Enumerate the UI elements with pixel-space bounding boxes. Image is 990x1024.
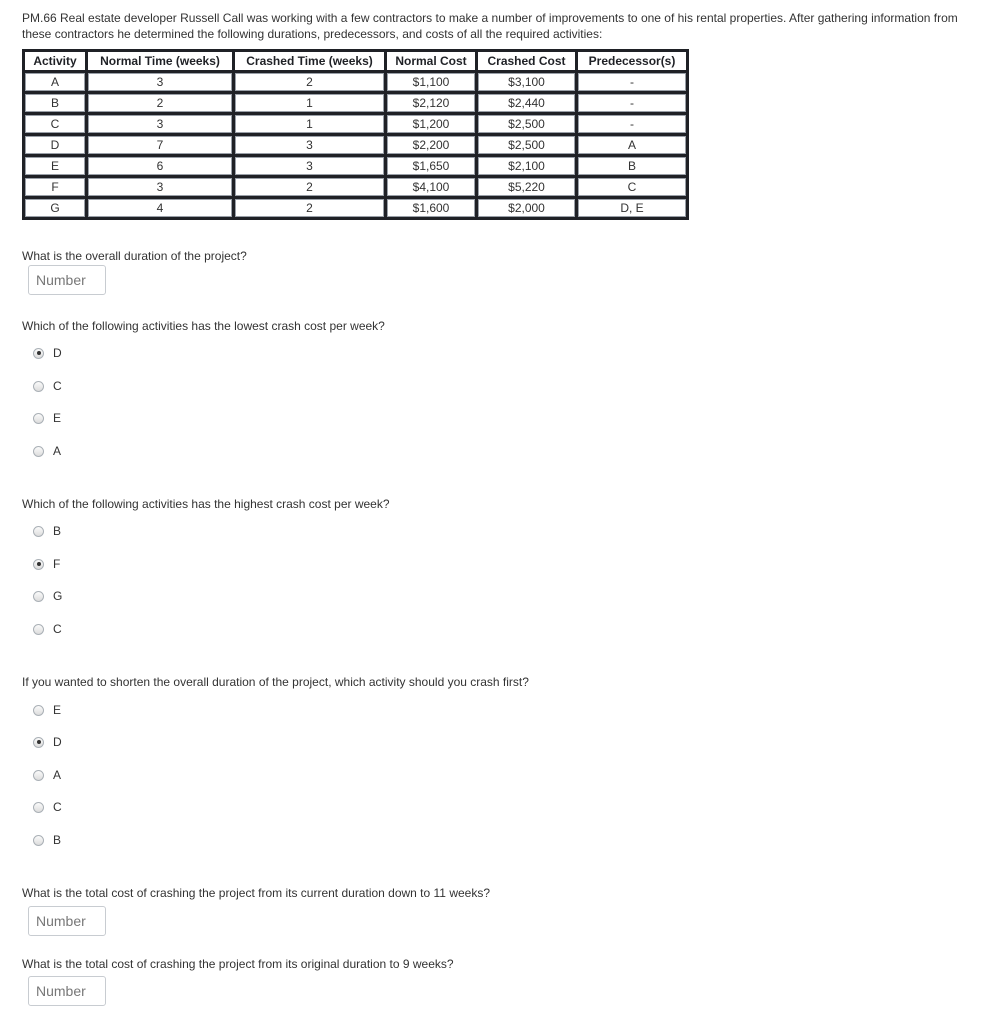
option-label: C: [53, 800, 62, 814]
question-1-text: What is the overall duration of the project?: [22, 249, 247, 263]
table-cell: $2,200: [387, 136, 475, 154]
col-header-activity: Activity: [25, 52, 85, 70]
table-cell: $2,000: [478, 199, 575, 217]
q2-option-a[interactable]: [33, 444, 61, 458]
table-row: [25, 94, 686, 112]
table-cell: A: [25, 73, 85, 91]
table-row: [25, 115, 686, 133]
q4-option-e[interactable]: [33, 703, 61, 717]
table-cell: 1: [235, 94, 384, 112]
table-cell: $2,440: [478, 94, 575, 112]
project-duration-input[interactable]: [28, 265, 106, 295]
q4-option-a[interactable]: [33, 768, 61, 782]
table-row: [25, 136, 686, 154]
crash-cost-11-weeks-input[interactable]: [28, 906, 106, 936]
table-cell: E: [25, 157, 85, 175]
q4-option-d[interactable]: [33, 735, 62, 749]
table-cell: -: [578, 73, 686, 91]
radio-button[interactable]: [33, 381, 44, 392]
question-2-text: Which of the following activities has the lowest crash cost per week?: [22, 319, 385, 333]
table-row: [25, 199, 686, 217]
problem-intro: PM.66 Real estate developer Russell Call was working with a few contractors to make a number of improvements to one of his rental properties. After gathering information from these contractors he determined the following durations, predecessors, and costs of all the required activities:: [22, 11, 958, 41]
table-cell: $1,650: [387, 157, 475, 175]
radio-button[interactable]: [33, 559, 44, 570]
table-cell: $4,100: [387, 178, 475, 196]
col-header-predecessors: Predecessor(s): [578, 52, 686, 70]
table-cell: C: [25, 115, 85, 133]
option-label: A: [53, 444, 62, 458]
q4-option-c[interactable]: [33, 800, 62, 814]
radio-button[interactable]: [33, 591, 44, 602]
col-header-crashed-cost: Crashed Cost: [478, 52, 575, 70]
table-cell: 2: [88, 94, 232, 112]
table-cell: 3: [235, 157, 384, 175]
option-label: B: [53, 524, 62, 538]
table-cell: G: [25, 199, 85, 217]
q4-option-b[interactable]: [33, 833, 61, 847]
col-header-crashed-time: Crashed Time (weeks): [235, 52, 384, 70]
q3-option-f[interactable]: [33, 557, 60, 571]
table-cell: 2: [235, 73, 384, 91]
option-label: C: [53, 379, 62, 393]
table-cell: 1: [235, 115, 384, 133]
table-cell: 2: [235, 178, 384, 196]
col-header-normal-cost: Normal Cost: [387, 52, 475, 70]
option-label: E: [53, 411, 62, 425]
table-cell: -: [578, 94, 686, 112]
table-cell: 7: [88, 136, 232, 154]
option-label: C: [53, 622, 62, 636]
option-label: G: [53, 589, 63, 603]
radio-button[interactable]: [33, 526, 44, 537]
option-label: A: [53, 768, 62, 782]
question-4-text: If you wanted to shorten the overall duration of the project, which activity should you crash first?: [22, 675, 529, 689]
question-3-text: Which of the following activities has the highest crash cost per week?: [22, 497, 390, 511]
radio-button[interactable]: [33, 705, 44, 716]
q3-option-c[interactable]: [33, 622, 62, 636]
q3-option-g[interactable]: [33, 589, 62, 603]
q2-option-d[interactable]: [33, 346, 62, 360]
table-cell: 3: [88, 73, 232, 91]
table-cell: D, E: [578, 199, 686, 217]
option-label: E: [53, 703, 62, 717]
radio-button[interactable]: [33, 770, 44, 781]
option-label: D: [53, 346, 62, 360]
activity-table: [22, 49, 689, 220]
table-cell: 3: [235, 136, 384, 154]
radio-button[interactable]: [33, 802, 44, 813]
table-cell: $1,100: [387, 73, 475, 91]
q3-option-b[interactable]: [33, 524, 61, 538]
table-cell: B: [25, 94, 85, 112]
radio-button[interactable]: [33, 737, 44, 748]
table-cell: 3: [88, 115, 232, 133]
table-cell: B: [578, 157, 686, 175]
q2-option-e[interactable]: [33, 411, 61, 425]
radio-button[interactable]: [33, 413, 44, 424]
table-cell: C: [578, 178, 686, 196]
col-header-normal-time: Normal Time (weeks): [88, 52, 232, 70]
table-cell: 3: [88, 178, 232, 196]
option-label: B: [53, 833, 62, 847]
table-cell: -: [578, 115, 686, 133]
table-row: [25, 157, 686, 175]
table-cell: $1,200: [387, 115, 475, 133]
q2-option-c[interactable]: [33, 379, 62, 393]
question-5-text: What is the total cost of crashing the project from its current duration down to 11 weeks?: [22, 886, 491, 900]
option-label: F: [53, 557, 61, 571]
table-cell: $1,600: [387, 199, 475, 217]
radio-button[interactable]: [33, 446, 44, 457]
option-label: D: [53, 735, 62, 749]
table-cell: 2: [235, 199, 384, 217]
radio-button[interactable]: [33, 348, 44, 359]
table-header-row: [25, 52, 686, 70]
radio-button[interactable]: [33, 624, 44, 635]
table-cell: $2,120: [387, 94, 475, 112]
radio-button[interactable]: [33, 835, 44, 846]
table-row: [25, 73, 686, 91]
table-cell: $3,100: [478, 73, 575, 91]
table-cell: A: [578, 136, 686, 154]
table-cell: 4: [88, 199, 232, 217]
question-6-text: What is the total cost of crashing the project from its original duration to 9 weeks?: [22, 957, 454, 971]
table-cell: $2,500: [478, 115, 575, 133]
table-cell: $2,100: [478, 157, 575, 175]
table-cell: D: [25, 136, 85, 154]
crash-cost-9-weeks-input[interactable]: [28, 976, 106, 1006]
table-cell: $5,220: [478, 178, 575, 196]
table-cell: F: [25, 178, 85, 196]
table-cell: 6: [88, 157, 232, 175]
table-row: [25, 178, 686, 196]
table-cell: $2,500: [478, 136, 575, 154]
